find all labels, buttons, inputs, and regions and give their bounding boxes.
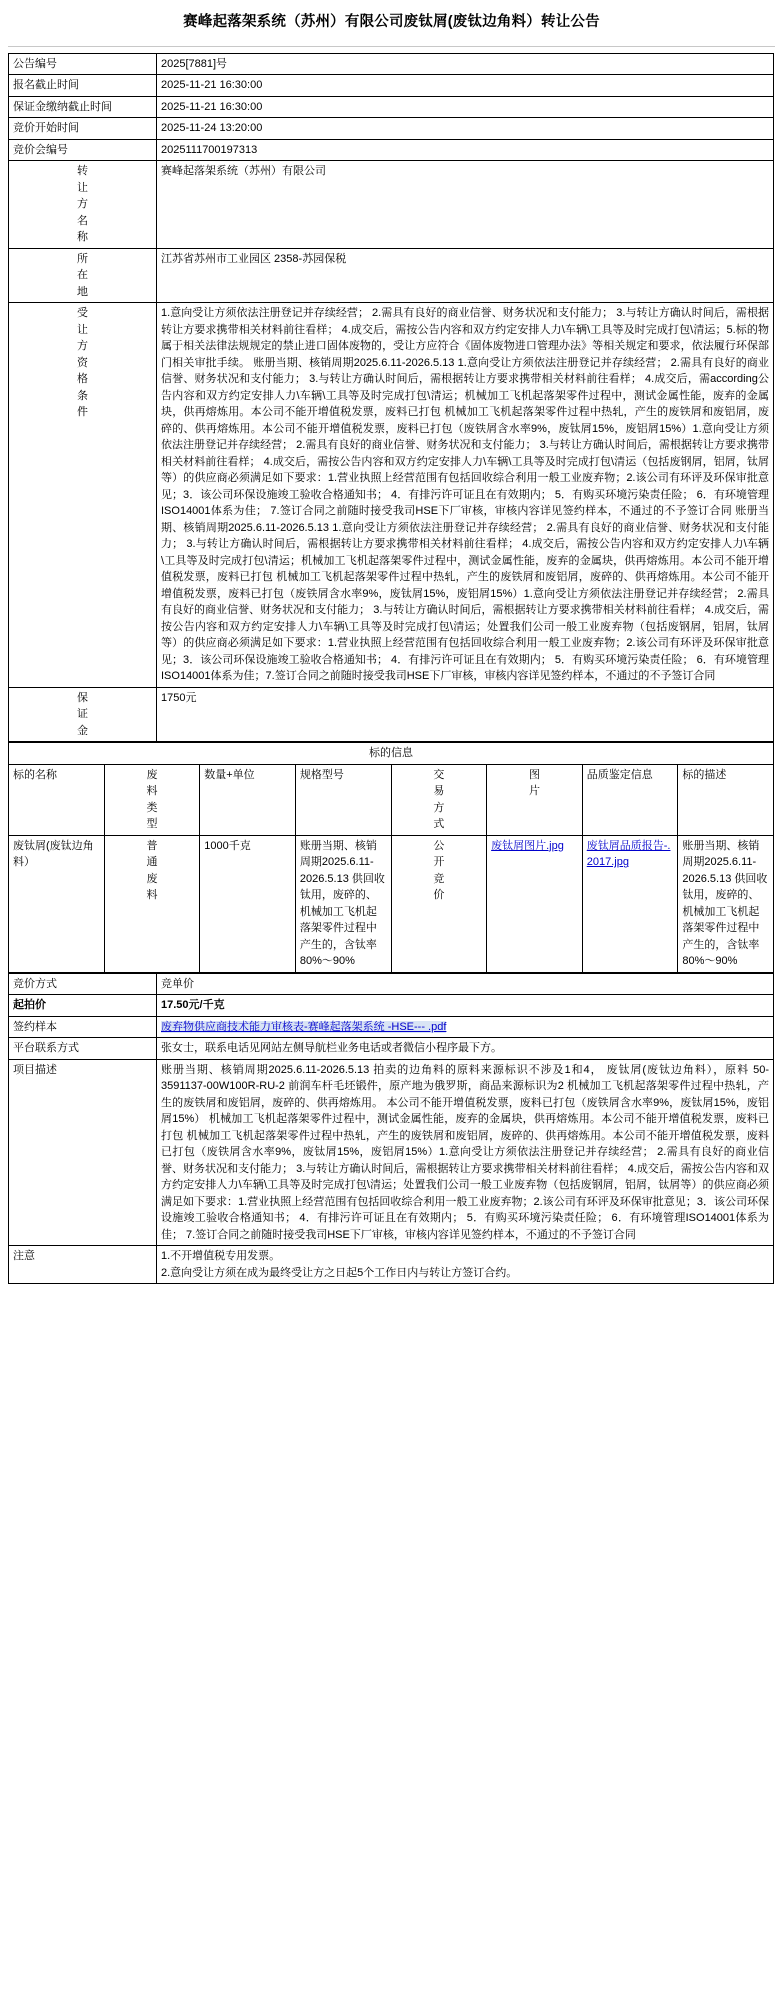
- cell-waste-type: [104, 835, 200, 972]
- label-char: 条: [77, 389, 88, 402]
- cell-quantity: 1000千克: [200, 835, 296, 972]
- subject-info-table: [8, 742, 774, 973]
- table-row: [9, 53, 774, 75]
- row-value-project-description: 账册当期、核销周期2025.6.11-2026.5.13 拍卖的边角料的原料来源标识不涉及1和4， 废钛屑(废钛边角料），原料 50-3591137-00W100R-RU-2 前润车杆毛坯锻件，原产地为俄罗斯，商品来源标识为2 机械加工飞机起落架零件过程中热轧，产生的废铁屑和废铝屑，废碎的、供再熔炼用。 本公司不能开增值税发票，废料已打包（废铁屑含水率9%，废钛屑15%，废铝屑15%） 机械加工飞机起落架零件过程中，测试金属性能，废弃的金属块，供再熔炼用。本公司不能开增值税发票，废料已打包 机械加工飞机起落架零件过程中热轧，产生的废铁屑和废铝屑，废碎的、供再熔炼用。本公司不能开增值税发票，废料已打包（废铁屑含水率9%，废钛屑15%，废铝屑15%）1.意向受让方须依法注册登记并存续经营； 2.需具有良好的商业信誉、财务状况和支付能力； 3.与转让方确认时间后，需根据转让方要求携带相关材料前往看样； 4.成交后，需按公告内容和双方约定安排人力\车辆\工具等及时完成打包\清运；处置我们公司一般工业废弃物（包括废钢屑，铝屑，钛屑等）的供应商必须满足如下要求：1.营业执照上经营范围有包括回收综合利用一般工业废弃物；2.该公司有环评及环保审批意见；3．该公司环保设施竣工验收合格通知书； 4．有排污许可证且在有效期内； 5．有购买环境污染责任险； 6．有环境管理ISO14001体系为佳； 7.签订合同之前随时接受我司HSE下厂审核，审核内容详见签约样本，不通过的不予签订合同: [157, 1059, 774, 1246]
- table-row-qualification: [9, 303, 774, 688]
- cell-spec: 账册当期、核销周期2025.6.11-2026.5.13 供回收钛用，废碎的、机械加工飞机起落架零件过程中产生的，含钛率80%～90%: [295, 835, 391, 972]
- cell-picture: [487, 835, 583, 972]
- header-char: 交: [433, 768, 445, 781]
- cell-subject-name: 废钛屑(废钛边角料）: [9, 835, 105, 972]
- row-value-deposit-deadline: 2025-11-21 16:30:00: [157, 96, 774, 118]
- notice-line-2: 2.意向受让方须在成为最终受让方之日起5个工作日内与转让方签订合约。: [161, 1266, 518, 1279]
- table-row: [9, 139, 774, 161]
- cell-quality: [582, 835, 678, 972]
- label-char: 在: [77, 269, 88, 282]
- row-label-location: [9, 248, 157, 303]
- col-header-spec: 规格型号: [295, 764, 391, 835]
- table-row: [9, 835, 774, 972]
- row-label-notice-no: 公告编号: [9, 53, 157, 75]
- label-char: 方: [77, 198, 88, 211]
- label-char: 称: [77, 231, 88, 244]
- header-char: 型: [146, 818, 158, 831]
- subject-header-row: [9, 764, 774, 835]
- value-char: 公: [433, 839, 445, 852]
- row-label-transferor-name: [9, 161, 157, 249]
- value-char: 价: [433, 889, 445, 902]
- label-char: 资: [77, 356, 88, 369]
- label-char: 金: [77, 724, 88, 737]
- row-label-project-description: 项目描述: [9, 1059, 157, 1246]
- table-row: [9, 118, 774, 140]
- row-value-auction-no: 2025111700197313: [157, 139, 774, 161]
- cell-trade-mode: [391, 835, 487, 972]
- header-char: 废: [146, 768, 158, 781]
- row-value-start-price: 17.50元/千克: [157, 995, 774, 1017]
- label-char: 受: [77, 307, 88, 320]
- label-char: 所: [77, 252, 88, 265]
- row-value-transferor-name: 赛峰起落架系统（苏州）有限公司: [157, 161, 774, 249]
- table-row-location: [9, 248, 774, 303]
- label-char: 件: [77, 406, 88, 419]
- value-char: 开: [433, 856, 445, 869]
- table-row-transferor: [9, 161, 774, 249]
- table-row-platform-contact: [9, 1038, 774, 1060]
- value-char: 废: [146, 872, 158, 885]
- label-char: 名: [77, 214, 88, 227]
- table-row-deposit: [9, 687, 774, 742]
- row-value-bid-start-time: 2025-11-24 13:20:00: [157, 118, 774, 140]
- header-char: 类: [146, 801, 158, 814]
- label-char: 地: [77, 285, 88, 298]
- col-header-picture: [487, 764, 583, 835]
- table-row-contract-sample: [9, 1016, 774, 1038]
- subject-picture-link[interactable]: 废钛屑图片.jpg: [491, 839, 564, 852]
- row-value-qualification: 1.意向受让方须依法注册登记并存续经营； 2.需具有良好的商业信誉、财务状况和支付能力； 3.与转让方确认时间后，需根据转让方要求携带相关材料前往看样； 4.成交后，需按公告内容和双方约定安排人力\车辆\工具等及时完成打包\清运；5.标的物属于相关法律法规规定的禁止进口固体废物的，受让方应符合《固体废物进口管理办法》等相关规定和要求，依法履行环保部门相关审批手续。 账册当期、核销周期2025.6.11-2026.5.13 1.意向受让方须依法注册登记并存续经营； 2.需具有良好的商业信誉、财务状况和支付能力； 3.与转让方确认时间后，需根据转让方要求携带相关材料前往看样； 4.成交后，需according公告内容和双方约定安排人力\车辆\工具等及时完成打包\清运；机械加工飞机起落架零件过程中，测试金属性能，废弃的金属块，供再熔炼用。本公司不能开增值税发票，废料已打包 机械加工飞机起落架零件过程中热轧，产生的废铁屑和废铝屑，废碎的、供再熔炼用。本公司不能开增值税发票，废料已打包（废铁屑含水率9%，废钛屑15%，废铝屑15%）1.意向受让方须依法注册登记并存续经营； 2.需具有良好的商业信誉、财务状况和支付能力； 3.与转让方确认时间后，需根据转让方要求携带相关材料前往看样； 4.成交后，需按公告内容和双方约定安排人力\车辆\工具等及时完成打包\清运（包括废钢屑，铝屑，钛屑等）的供应商必须满足如下要求：1.营业执照上经营范围有包括回收综合利用一般工业废弃物；2.该公司有环评及环保审批意见；3．该公司环保设施竣工验收合格通知书； 4．有排污许可证且在有效期内； 5．有购买环境污染责任险； 6．有环境管理ISO14001体系为佳； 7.签订合同之前随时接受我司HSE下厂审核，审核内容详见签约样本，不通过的不予签订合同 账册当期、核销周期2025.6.11-2026.5.13 1.意向受让方须依法注册登记并存续经营； 2.需具有良好的商业信誉、财务状况和支付能力； 3.与转让方确认时间后，需根据转让方要求携带相关材料前往看样； 4.成交后，需按公告内容和双方约定安排人力\车辆\工具等及时完成打包\清运；机械加工飞机起落架零件过程中，测试金属性能，废弃的金属块，供再熔炼用。本公司不能开增值税发票，废料已打包 机械加工飞机起落架零件过程中热轧，产生的废铁屑和废铝屑，废碎的、供再熔炼用。本公司不能开增值税发票，废料已打包（废铁屑含水率9%，废钛屑15%，废铝屑15%）1.意向受让方须依法注册登记并存续经营； 2.需具有良好的商业信誉、财务状况和支付能力； 3.与转让方确认时间后，需根据转让方要求携带相关材料前往看样； 4.成交后，需按公告内容和双方约定安排人力\车辆\工具等及时完成打包\清运；处置我们公司一般工业废弃物（包括废钢屑，铝屑，钛屑等）的供应商必须满足如下要求：1.营业执照上经营范围有包括回收综合利用一般工业废弃物；2.该公司有环评及环保审批意见；3．该公司环保设施竣工验收合格通知书； 4．有排污许可证且在有效期内； 5．有购买环境污染责任险； 6．有环境管理ISO14001体系为佳；7.签订合同之前随时接受我司HSE下厂审核，审核内容详见签约样本，不通过的不予签订合同: [157, 303, 774, 688]
- cell-description: 账册当期、核销周期2025.6.11-2026.5.13 供回收钛用，废碎的、机械加工飞机起落架零件过程中产生的，含钛率80%～90%: [678, 835, 774, 972]
- row-value-deposit: 1750元: [157, 687, 774, 742]
- row-value-contract-sample: [157, 1016, 774, 1038]
- row-label-deposit: [9, 687, 157, 742]
- col-header-quality: 品质鉴定信息: [582, 764, 678, 835]
- header-char: 图: [528, 768, 540, 781]
- subject-heading-row: [9, 743, 774, 765]
- col-header-trade-mode: [391, 764, 487, 835]
- row-label-platform-contact: 平台联系方式: [9, 1038, 157, 1060]
- row-label-deposit-deadline: 保证金缴纳截止时间: [9, 96, 157, 118]
- title-divider: [8, 46, 775, 47]
- row-label-auction-no: 竞价会编号: [9, 139, 157, 161]
- row-label-qualification: [9, 303, 157, 688]
- label-char: 证: [77, 708, 88, 721]
- value-char: 通: [146, 856, 158, 869]
- header-char: 方: [433, 801, 445, 814]
- row-value-notice-no: 2025[7881]号: [157, 53, 774, 75]
- table-row: [9, 75, 774, 97]
- label-char: 格: [77, 373, 88, 386]
- header-char: 片: [528, 785, 540, 798]
- page-title: 赛峰起落架系统（苏州）有限公司废钛屑(废钛边角料）转让公告: [183, 14, 600, 30]
- value-char: 料: [146, 889, 158, 902]
- value-char: 竞: [433, 872, 445, 885]
- row-label-contract-sample: 签约样本: [9, 1016, 157, 1038]
- label-char: 让: [77, 323, 88, 336]
- row-value-bid-mode: 竞单价: [157, 973, 774, 995]
- label-char: 转: [77, 165, 88, 178]
- table-row-bid-mode: [9, 973, 774, 995]
- row-value-platform-contact: 张女士，联系电话见网站左侧导航栏业务电话或者微信小程序最下方。: [157, 1038, 774, 1060]
- label-char: 保: [77, 691, 88, 704]
- row-label-registration-deadline: 报名截止时间: [9, 75, 157, 97]
- col-header-quantity: 数量+单位: [200, 764, 296, 835]
- quality-report-link[interactable]: 废钛屑品质报告-.2017.jpg: [586, 839, 671, 869]
- label-char: 方: [77, 340, 88, 353]
- table-row-notice: [9, 1246, 774, 1284]
- col-header-name: 标的名称: [9, 764, 105, 835]
- header-char: 式: [433, 818, 445, 831]
- header-char: 料: [146, 785, 158, 798]
- row-value-registration-deadline: 2025-11-21 16:30:00: [157, 75, 774, 97]
- page-bottom-spacer: [0, 1284, 783, 1884]
- col-header-description: 标的描述: [678, 764, 774, 835]
- row-value-notice: [157, 1246, 774, 1284]
- row-label-bid-mode: 竞价方式: [9, 973, 157, 995]
- value-char: 普: [146, 839, 158, 852]
- row-value-location: 江苏省苏州市工业园区 2358-苏园保税: [157, 248, 774, 303]
- contract-sample-link[interactable]: 废弃物供应商技术能力审核表-赛峰起落架系统 -HSE--- .pdf: [161, 1020, 447, 1033]
- subject-info-heading: 标的信息: [9, 743, 774, 765]
- announcement-table: [8, 53, 774, 743]
- table-row: [9, 96, 774, 118]
- notice-line-1: 1.不开增值税专用发票。: [161, 1250, 281, 1263]
- row-label-start-price: 起拍价: [9, 995, 157, 1017]
- col-header-waste-type: [104, 764, 200, 835]
- header-char: 易: [433, 785, 445, 798]
- table-row-start-price: [9, 995, 774, 1017]
- table-row-project-description: [9, 1059, 774, 1246]
- row-label-bid-start-time: 竞价开始时间: [9, 118, 157, 140]
- bidding-table: [8, 973, 774, 1285]
- label-char: 让: [77, 181, 88, 194]
- row-label-notice: 注意: [9, 1246, 157, 1284]
